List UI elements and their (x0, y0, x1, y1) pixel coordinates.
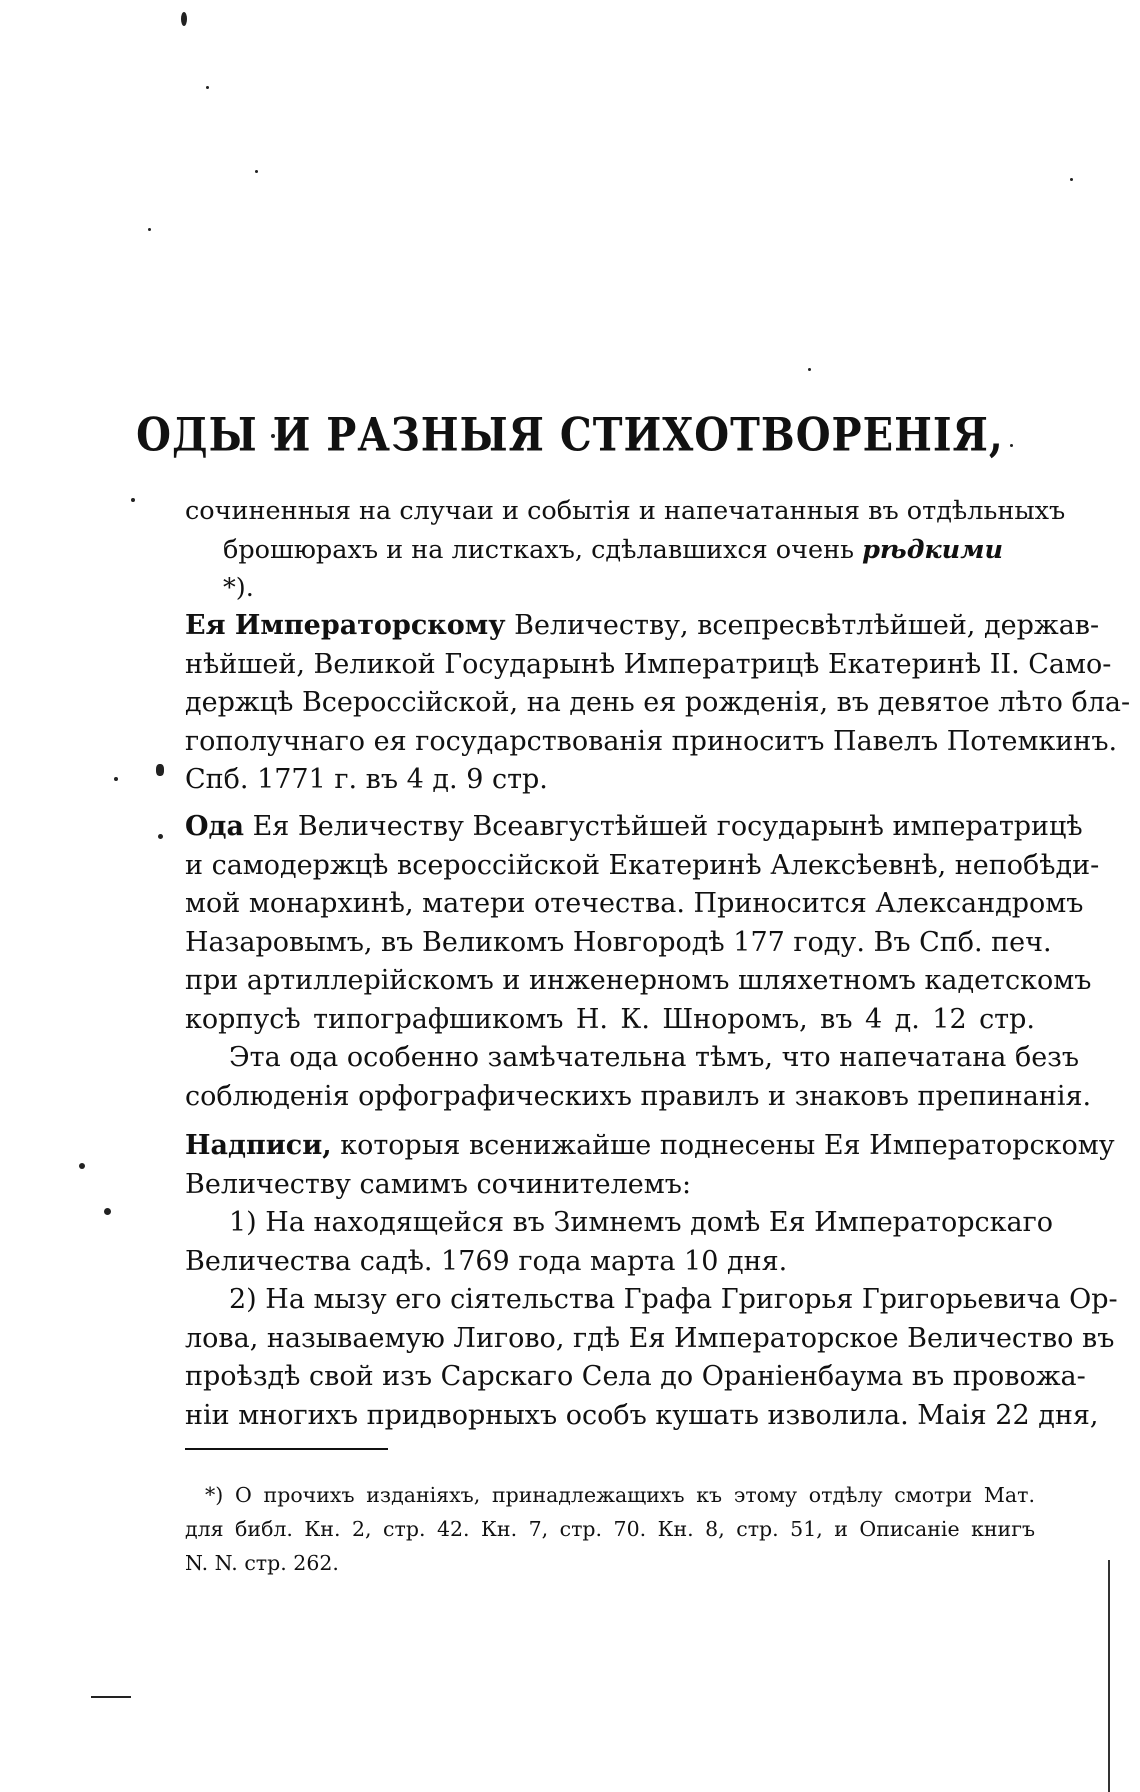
entry-lead: Ода (185, 811, 245, 842)
entry-line: при артиллерійскомъ и инженерномъ шляхетномъ кадетскомъ (185, 965, 1092, 996)
scan-speck (206, 86, 209, 89)
entry-line: Эта ода особенно замѣчательна тѣмъ, что напечатана безъ (229, 1042, 1080, 1073)
footnote-divider (185, 1448, 388, 1450)
footnote (185, 1478, 1035, 1580)
section-title: ОДЫ И РАЗНЫЯ СТИХОТВОРЕНІЯ, (136, 408, 1004, 463)
subtitle-italic-word: рѣдкими (862, 534, 1004, 565)
entry-paragraph (185, 607, 1131, 800)
entry-line: ніи многихъ придворныхъ особъ кушать изволила. Маія 22 дня, (185, 1399, 1099, 1431)
scan-speck (255, 170, 258, 173)
entry-line: мой монархинѣ, матери отечества. Приносится Александромъ (185, 888, 1084, 919)
scan-speck (181, 12, 187, 26)
entry-line: лова, называемую Лигово, гдѣ Ея Императорское Величество въ (185, 1322, 1115, 1354)
entry-line: держцѣ Всероссійской, на день ея рожденія, въ девятое лѣто бла- (185, 687, 1131, 718)
scan-speck (79, 1163, 85, 1169)
entry-line: Ея Императорскому Величеству, всепресвѣтлѣйшей, держав- (185, 610, 1100, 641)
entry-paragraph (185, 808, 1100, 1116)
entry-line: 1) На находящейся въ Зимнемъ домѣ Ея Императорскаго (229, 1207, 1054, 1238)
scan-speck (808, 368, 811, 371)
footnote-line: *) О прочихъ изданіяхъ, принадлежащихъ къ этому отдѣлу смотри Мат. (205, 1483, 1035, 1507)
subtitle-line: брошюрахъ и на листкахъ, сдѣлавшихся очень рѣдкими *). (223, 534, 1004, 603)
footnote-line: для библ. Кн. 2, стр. 42. Кн. 7, стр. 70. Кн. 8, стр. 51, и Описаніе книгъ (185, 1517, 1035, 1541)
subtitle-line: сочиненныя на случаи и событія и напечатанныя въ отдѣльныхъ (185, 496, 1066, 526)
entry-line: Величеству самимъ сочинителемъ: (185, 1168, 692, 1200)
page-edge-line (1108, 1560, 1110, 1792)
entry-lead: Надписи, (185, 1130, 332, 1161)
entry-line: Надписи, которыя всенижайше поднесены Ея Императорскому (185, 1130, 1115, 1161)
entry-line: и самодержцѣ всероссійской Екатеринѣ Алексѣевнѣ, непобѣди- (185, 849, 1100, 881)
scan-speck (104, 1208, 111, 1215)
entry-line: Величества садѣ. 1769 года марта 10 дня. (185, 1245, 788, 1277)
entry-line: проѣздѣ свой изъ Сарскаго Села до Ораніенбаума въ провожа- (185, 1361, 1086, 1392)
scan-speck (131, 498, 135, 502)
entry-paragraph (185, 1127, 1118, 1435)
entry-line: нѣйшей, Великой Государынѣ Императрицѣ Екатеринѣ II. Само- (185, 648, 1112, 680)
scan-speck (1070, 178, 1073, 181)
scan-speck (114, 777, 118, 781)
entry-line: соблюденія орфографическихъ правилъ и знаковъ препинанія. (185, 1080, 1092, 1112)
entry-line: гополучнаго ея государствованія приноситъ Павелъ Потемкинъ. (185, 725, 1118, 757)
scan-speck (156, 764, 164, 776)
entry-lead: Ея Императорскому (185, 610, 506, 641)
entry-line: Спб. 1771 г. въ 4 д. 9 стр. (185, 764, 548, 795)
entry-line: Назаровымъ, въ Великомъ Новгородѣ 177 году. Въ Спб. печ. (185, 926, 1052, 958)
scan-speck (91, 1696, 131, 1698)
entry-line: Ода Ея Величеству Всеавгустѣйшей государынѣ императрицѣ (185, 811, 1083, 842)
scan-speck (158, 834, 163, 839)
entry-line: корпусѣ типографшикомъ Н. К. Шноромъ, въ 4 д. 12 стр. (185, 1003, 1035, 1035)
scan-speck (148, 228, 151, 231)
section-subtitle (185, 492, 1066, 607)
footnote-line: N. N. стр. 262. (185, 1551, 339, 1575)
entry-line: 2) На мызу его сіятельства Графа Григорья Григорьевича Ор- (229, 1284, 1118, 1315)
